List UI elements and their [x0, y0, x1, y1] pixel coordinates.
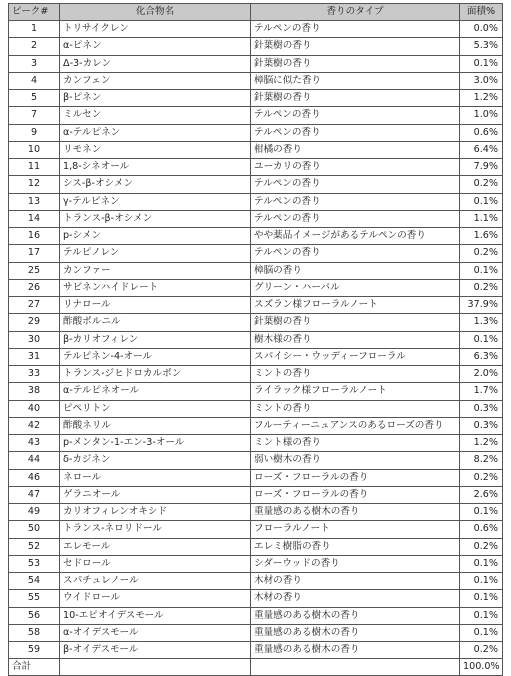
aroma-type-cell: ローズ・フローラルの香り	[251, 469, 460, 486]
table-row	[9, 90, 503, 107]
total-area: 100.0%	[460, 659, 503, 676]
area-cell: 0.1%	[460, 193, 503, 210]
peak-cell: 40	[9, 400, 60, 417]
area-cell: 1.2%	[460, 90, 503, 107]
compound-name-cell: α-テルピネン	[60, 124, 251, 141]
aroma-type-cell: 樹木様の香り	[251, 331, 460, 348]
area-cell: 0.2%	[460, 642, 503, 659]
table-row	[9, 348, 503, 365]
table-row	[9, 486, 503, 503]
peak-cell: 47	[9, 486, 60, 503]
aroma-type-cell: 樟脳の香り	[251, 262, 460, 279]
area-cell: 0.2%	[460, 279, 503, 296]
table-row	[9, 555, 503, 572]
peak-cell: 30	[9, 331, 60, 348]
compound-name-cell: シス-β-オシメン	[60, 176, 251, 193]
aroma-type-cell: 柑橘の香り	[251, 141, 460, 158]
compound-name-cell: α-オイデスモール	[60, 624, 251, 641]
aroma-type-cell: 重量感のある樹木の香り	[251, 504, 460, 521]
area-cell: 0.2%	[460, 538, 503, 555]
aroma-type-cell: スズラン様フローラルノート	[251, 297, 460, 314]
compound-name-cell: β-ピネン	[60, 90, 251, 107]
peak-cell: 14	[9, 210, 60, 227]
aroma-type-cell: 針葉樹の香り	[251, 38, 460, 55]
table-row	[9, 435, 503, 452]
aroma-type-cell: テルペンの香り	[251, 245, 460, 262]
area-cell: 0.6%	[460, 521, 503, 538]
peak-cell: 44	[9, 452, 60, 469]
compound-name-cell: カンファー	[60, 262, 251, 279]
compound-name-cell: テルピネン-4-オール	[60, 348, 251, 365]
compound-name-cell: トリサイクレン	[60, 21, 251, 38]
compound-name-cell: α-テルピネオール	[60, 383, 251, 400]
compound-name-cell: ミルセン	[60, 107, 251, 124]
area-cell: 0.2%	[460, 469, 503, 486]
peak-cell: 10	[9, 141, 60, 158]
table-row	[9, 297, 503, 314]
compound-name-cell: ネロール	[60, 469, 251, 486]
table-body	[9, 21, 503, 659]
area-cell: 0.1%	[460, 573, 503, 590]
peak-cell: 54	[9, 573, 60, 590]
compound-name-cell: 1,8-シネオール	[60, 159, 251, 176]
table-row	[9, 366, 503, 383]
header-aroma-type: 香りのタイプ	[251, 4, 460, 21]
aroma-type-cell: スパイシー・ウッディーフローラル	[251, 348, 460, 365]
table-row	[9, 262, 503, 279]
area-cell: 0.1%	[460, 331, 503, 348]
area-cell: 0.1%	[460, 590, 503, 607]
compound-name-cell: β-カリオフィレン	[60, 331, 251, 348]
aroma-type-cell: 弱い樹木の香り	[251, 452, 460, 469]
peak-cell: 17	[9, 245, 60, 262]
area-cell: 7.9%	[460, 159, 503, 176]
compound-name-cell: リナロール	[60, 297, 251, 314]
peak-cell: 59	[9, 642, 60, 659]
peak-cell: 56	[9, 607, 60, 624]
peak-cell: 31	[9, 348, 60, 365]
table-row	[9, 469, 503, 486]
compound-name-cell: カリオフィレンオキシド	[60, 504, 251, 521]
peak-cell: 16	[9, 228, 60, 245]
area-cell: 0.1%	[460, 555, 503, 572]
area-cell: 2.0%	[460, 366, 503, 383]
table-row	[9, 141, 503, 158]
compound-name-cell: δ-カジネン	[60, 452, 251, 469]
peak-cell: 1	[9, 21, 60, 38]
compound-name-cell: γ-テルピネン	[60, 193, 251, 210]
table-row	[9, 176, 503, 193]
compound-name-cell: p-メンタン-1-エン-3-オール	[60, 435, 251, 452]
compound-name-cell: エレモール	[60, 538, 251, 555]
area-cell: 0.1%	[460, 607, 503, 624]
total-row	[9, 659, 503, 676]
area-cell: 0.3%	[460, 417, 503, 434]
table-row	[9, 72, 503, 89]
area-cell: 1.6%	[460, 228, 503, 245]
aroma-type-cell: シダーウッドの香り	[251, 555, 460, 572]
area-cell: 0.6%	[460, 124, 503, 141]
table-row	[9, 642, 503, 659]
peak-cell: 7	[9, 107, 60, 124]
table-row	[9, 383, 503, 400]
compound-table	[8, 3, 503, 676]
compound-name-cell: トランス-ジヒドロカルボン	[60, 366, 251, 383]
compound-name-cell: ウイドロール	[60, 590, 251, 607]
table-row	[9, 590, 503, 607]
compound-name-cell: α-ピネン	[60, 38, 251, 55]
aroma-type-cell: テルペンの香り	[251, 193, 460, 210]
peak-cell: 5	[9, 90, 60, 107]
compound-name-cell: テルピノレン	[60, 245, 251, 262]
table-row	[9, 55, 503, 72]
peak-cell: 13	[9, 193, 60, 210]
aroma-type-cell: テルペンの香り	[251, 210, 460, 227]
area-cell: 1.1%	[460, 210, 503, 227]
peak-cell: 42	[9, 417, 60, 434]
aroma-type-cell: ライラック様フローラルノート	[251, 383, 460, 400]
compound-table-sheet	[8, 3, 502, 676]
total-label: 合計	[9, 659, 60, 676]
table-row	[9, 21, 503, 38]
peak-cell: 58	[9, 624, 60, 641]
aroma-type-cell: 木材の香り	[251, 573, 460, 590]
peak-cell: 55	[9, 590, 60, 607]
table-row	[9, 193, 503, 210]
peak-cell: 3	[9, 55, 60, 72]
compound-name-cell: セドロール	[60, 555, 251, 572]
peak-cell: 49	[9, 504, 60, 521]
table-row	[9, 38, 503, 55]
area-cell: 1.0%	[460, 107, 503, 124]
table-row	[9, 210, 503, 227]
aroma-type-cell: 木材の香り	[251, 590, 460, 607]
compound-name-cell: トランス-ネロリドール	[60, 521, 251, 538]
header-peak: ピーク#	[9, 4, 60, 21]
peak-cell: 29	[9, 314, 60, 331]
compound-name-cell: p-シメン	[60, 228, 251, 245]
compound-name-cell: 酢酸ボルニル	[60, 314, 251, 331]
area-cell: 6.4%	[460, 141, 503, 158]
table-row	[9, 400, 503, 417]
area-cell: 1.3%	[460, 314, 503, 331]
aroma-type-cell: ミントの香り	[251, 400, 460, 417]
area-cell: 1.2%	[460, 435, 503, 452]
peak-cell: 25	[9, 262, 60, 279]
total-empty-type	[251, 659, 460, 676]
header-compound-name: 化合物名	[60, 4, 251, 21]
header-area-percent: 面積%	[460, 4, 503, 21]
aroma-type-cell: ミントの香り	[251, 366, 460, 383]
aroma-type-cell: テルペンの香り	[251, 124, 460, 141]
table-row	[9, 331, 503, 348]
peak-cell: 38	[9, 383, 60, 400]
compound-name-cell: 酢酸ネリル	[60, 417, 251, 434]
total-empty-name	[60, 659, 251, 676]
compound-name-cell: スパチュレノール	[60, 573, 251, 590]
peak-cell: 43	[9, 435, 60, 452]
area-cell: 0.2%	[460, 176, 503, 193]
compound-name-cell: ピペリトン	[60, 400, 251, 417]
peak-cell: 2	[9, 38, 60, 55]
table-row	[9, 417, 503, 434]
aroma-type-cell: グリーン・ハーバル	[251, 279, 460, 296]
compound-name-cell: β-オイデスモール	[60, 642, 251, 659]
table-row	[9, 279, 503, 296]
aroma-type-cell: やや薬品イメージがあるテルペンの香り	[251, 228, 460, 245]
peak-cell: 50	[9, 521, 60, 538]
table-row	[9, 228, 503, 245]
area-cell: 8.2%	[460, 452, 503, 469]
area-cell: 1.7%	[460, 383, 503, 400]
table-row	[9, 521, 503, 538]
area-cell: 5.3%	[460, 38, 503, 55]
area-cell: 0.0%	[460, 21, 503, 38]
table-row	[9, 314, 503, 331]
peak-cell: 52	[9, 538, 60, 555]
area-cell: 0.1%	[460, 504, 503, 521]
area-cell: 2.6%	[460, 486, 503, 503]
table-row	[9, 452, 503, 469]
compound-name-cell: Δ-3-カレン	[60, 55, 251, 72]
compound-name-cell: リモネン	[60, 141, 251, 158]
area-cell: 6.3%	[460, 348, 503, 365]
peak-cell: 33	[9, 366, 60, 383]
area-cell: 0.1%	[460, 624, 503, 641]
compound-name-cell: トランス-β-オシメン	[60, 210, 251, 227]
area-cell: 0.1%	[460, 55, 503, 72]
aroma-type-cell: テルペンの香り	[251, 21, 460, 38]
table-row	[9, 107, 503, 124]
aroma-type-cell: フルーティーニュアンスのあるローズの香り	[251, 417, 460, 434]
peak-cell: 27	[9, 297, 60, 314]
aroma-type-cell: テルペンの香り	[251, 176, 460, 193]
table-row	[9, 159, 503, 176]
table-row	[9, 245, 503, 262]
aroma-type-cell: 針葉樹の香り	[251, 90, 460, 107]
aroma-type-cell: ローズ・フローラルの香り	[251, 486, 460, 503]
compound-name-cell: サビネンハイドレート	[60, 279, 251, 296]
area-cell: 0.1%	[460, 262, 503, 279]
area-cell: 37.9%	[460, 297, 503, 314]
area-cell: 0.2%	[460, 245, 503, 262]
peak-cell: 12	[9, 176, 60, 193]
table-row	[9, 624, 503, 641]
peak-cell: 53	[9, 555, 60, 572]
aroma-type-cell: ミント様の香り	[251, 435, 460, 452]
area-cell: 3.0%	[460, 72, 503, 89]
area-cell: 0.3%	[460, 400, 503, 417]
table-row	[9, 124, 503, 141]
compound-name-cell: 10-エピオイデスモール	[60, 607, 251, 624]
aroma-type-cell: 重量感のある樹木の香り	[251, 624, 460, 641]
aroma-type-cell: 樟脳に似た香り	[251, 72, 460, 89]
aroma-type-cell: 針葉樹の香り	[251, 314, 460, 331]
aroma-type-cell: 重量感のある樹木の香り	[251, 642, 460, 659]
peak-cell: 11	[9, 159, 60, 176]
table-row	[9, 504, 503, 521]
aroma-type-cell: テルペンの香り	[251, 107, 460, 124]
compound-name-cell: カンフェン	[60, 72, 251, 89]
peak-cell: 4	[9, 72, 60, 89]
header-row	[9, 4, 503, 21]
aroma-type-cell: 針葉樹の香り	[251, 55, 460, 72]
aroma-type-cell: フローラルノート	[251, 521, 460, 538]
table-row	[9, 607, 503, 624]
peak-cell: 46	[9, 469, 60, 486]
aroma-type-cell: エレミ樹脂の香り	[251, 538, 460, 555]
table-row	[9, 538, 503, 555]
peak-cell: 9	[9, 124, 60, 141]
table-row	[9, 573, 503, 590]
peak-cell: 26	[9, 279, 60, 296]
aroma-type-cell: ユーカリの香り	[251, 159, 460, 176]
compound-name-cell: ゲラニオール	[60, 486, 251, 503]
aroma-type-cell: 重量感のある樹木の香り	[251, 607, 460, 624]
